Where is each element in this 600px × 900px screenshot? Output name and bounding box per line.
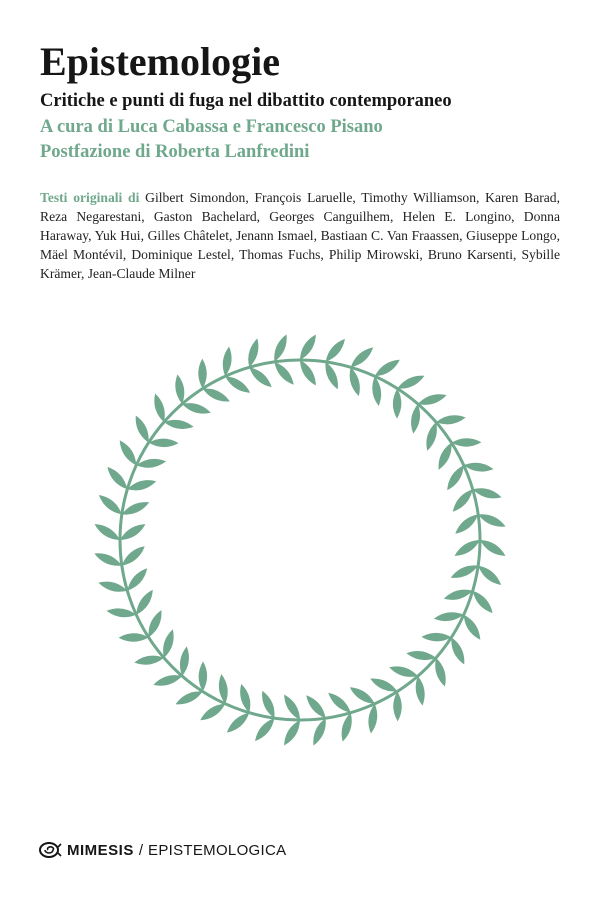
publisher-name: MIMESIS: [67, 841, 134, 859]
contributors-label: Testi originali di: [40, 190, 140, 205]
afterword-line: Postfazione di Roberta Lanfredini: [40, 142, 310, 162]
footer-imprint: [38, 838, 286, 862]
spiral-logo-icon: [38, 840, 62, 860]
contributors-paragraph: [40, 188, 560, 283]
book-subtitle: Critiche e punti di fuga nel dibattito contemporaneo: [40, 91, 452, 111]
book-title: Epistemologie: [40, 39, 280, 84]
laurel-wreath-icon: [80, 320, 520, 760]
contributors-list: Gilbert Simondon, François Laruelle, Timothy Williamson, Karen Barad, Reza Negarestani, Gaston Bachelard, Georges Canguilhem, Helen E. Longino, Donna Haraway, Yuk Hui, Gilles Châtelet, Jenann Ismael, Bastiaan C. Van Fraassen, Giuseppe Longo, Mäel Montévil, Dominique Lestel, Thomas Fuchs, Philip Mirowski, Bruno Karsenti, Sybille Krämer, Jean-Claude Milner: [40, 190, 561, 281]
series-name: EPISTEMOLOGICA: [148, 841, 287, 859]
footer-separator: /: [138, 841, 144, 859]
editors-line: A cura di Luca Cabassa e Francesco Pisano: [40, 117, 383, 137]
